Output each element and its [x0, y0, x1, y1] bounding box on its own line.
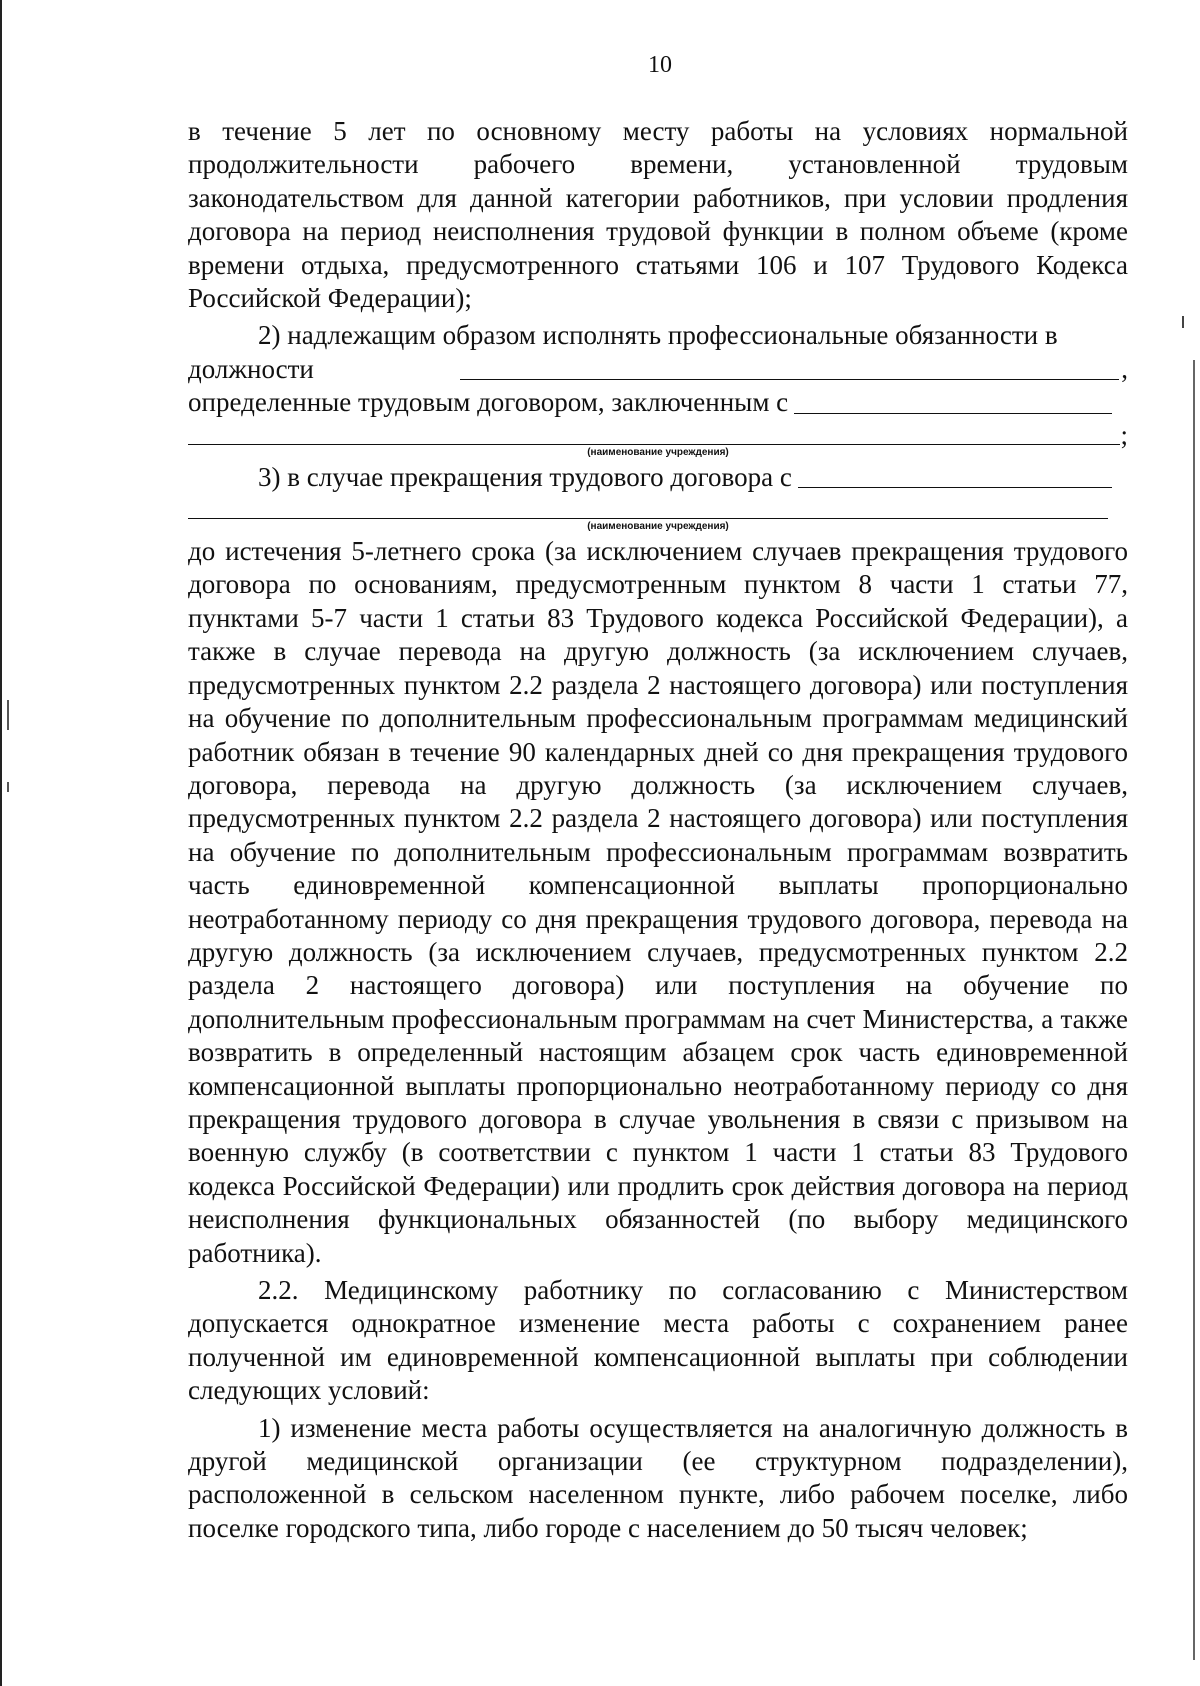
termination-label: 3) в случае прекращения трудового договора с [258, 461, 792, 492]
position-blank-field[interactable] [460, 353, 1119, 380]
institution-caption-1: (наименование учреждения) [587, 446, 729, 458]
institution-blank-field-1[interactable] [188, 418, 1120, 445]
institution-blank-field-2[interactable] [188, 492, 1108, 519]
termination-fill-line [188, 461, 1128, 494]
item-3-body: до истечения 5-летнего срока (за исключением случаев прекращения трудового договора по основаниям, предусмотренным пунктом 8 части 1 статьи 77, пунктами 5-7 части 1 статьи 83 Трудового кодекса Российской Федерации), а также в случае перевода на другую должность (за исключением случаев, предусмотренных пунктом 2.2 раздела 2 настоящего договора) или поступления на обучение по дополнительным профессиональным программам медицинский работник обязан в течение 90 календарных дней со дня прекращения трудового договора, перевода на другую должность (за исключением случаев, предусмотренных пунктом 2.2 раздела 2 настоящего договора) или поступления на обучение по дополнительным профессиональным программам возвратить часть единовременной компенсационной выплаты пропорционально неотработанному периоду со дня прекращения трудового договора, перевода на другую должность (за исключением случаев, предусмотренных пунктом 2.2 раздела 2 настоящего договора) или поступления на обучение по дополнительным профессиональным программам на счет Министерства, а также возвратить в определенный настоящим абзацем срок часть единовременной компенсационной выплаты пропорционально неотработанному периоду со дня прекращения трудового договора в случае увольнения в связи с призывом на военную службу (в соответствии с пунктом 1 части 1 статьи 83 Трудового кодекса Российской Федерации) или продлить срок действия договора на период неисполнения функциональных обязанностей (по выбору медицинского работника). [188, 536, 1128, 1268]
position-label: должности [188, 353, 314, 384]
section-2-2-item-1: 1) изменение места работы осуществляется на аналогичную должность в другой медицинской организации (ее структурном подразделении), расположенной в сельском населенном пункте, либо рабочем поселке, либо поселке городского типа, либо городе с населением до 50 тысяч человек; [188, 1412, 1128, 1543]
contract-fill-line [188, 386, 1128, 419]
item-2-line-1: 2) надлежащим образом исполнять профессиональные обязанности в [258, 320, 1058, 351]
page-number: 10 [648, 52, 672, 78]
document-body [188, 115, 1128, 1545]
scan-mark-right-1 [1182, 316, 1184, 328]
institution-caption-2: (наименование учреждения) [587, 521, 729, 533]
section-2-2: 2.2. Медицинскому работнику по согласованию с Министерством допускается однократное изменение места работы с сохранением ранее полученной им единовременной компенсационной выплаты при соблюдении следующих условий: [188, 1275, 1128, 1406]
scan-edge-left [0, 0, 2, 1686]
intro-paragraph: в течение 5 лет по основному месту работы на условиях нормальной продолжительности рабочего времени, установленной трудовым законодательством для данной категории работников, при условии продления договора на период неисполнения трудовой функции в полном объеме (кроме времени отдыха, предусмотренного статьями 106 и 107 Трудового Кодекса Российской Федерации); [188, 116, 1128, 314]
position-line-end: , [1121, 353, 1128, 384]
scan-edge-right [1193, 360, 1195, 1660]
position-fill-line [188, 353, 1128, 386]
scan-mark-left-2 [7, 782, 9, 792]
scan-mark-left-1 [7, 700, 9, 730]
institution-line-end: ; [1120, 420, 1128, 451]
termination-blank-field[interactable] [798, 461, 1112, 488]
contract-label: определенные трудовым договором, заключенным с [188, 387, 789, 418]
contract-blank-field[interactable] [794, 387, 1112, 414]
